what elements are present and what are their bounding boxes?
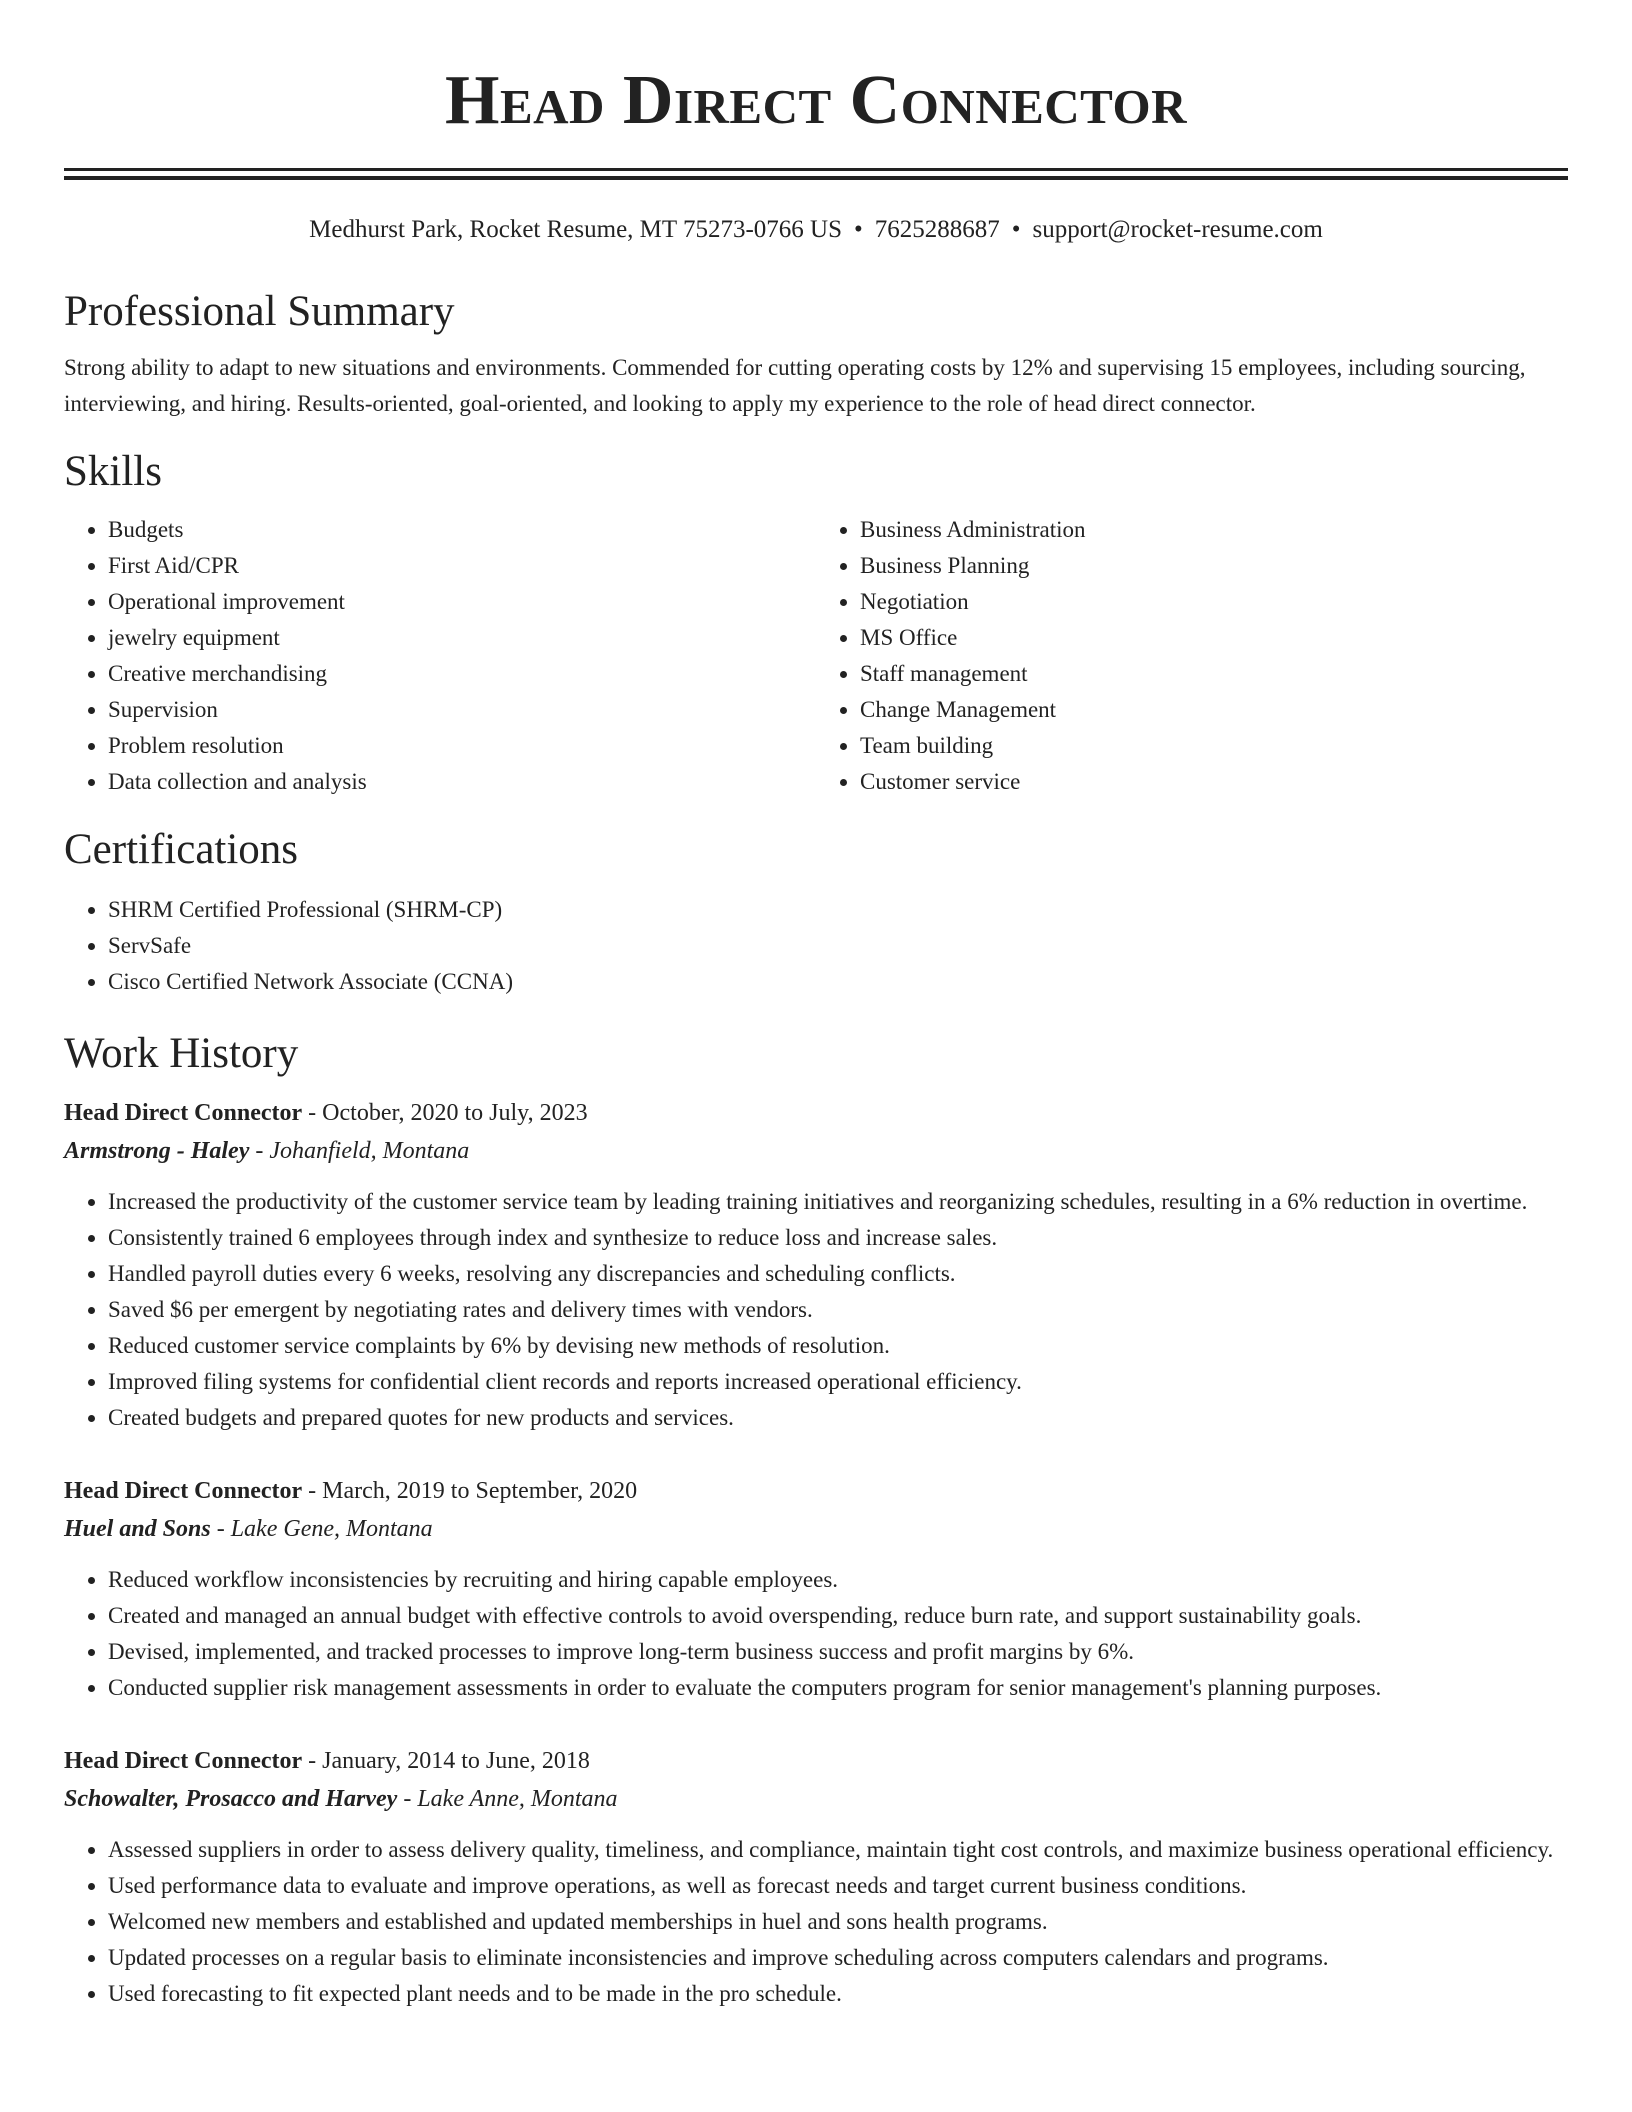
job-bullets	[64, 1184, 1568, 1436]
skill-item: • Team building	[860, 728, 1568, 764]
job-company-line	[64, 1510, 1568, 1548]
job-bullets	[64, 1832, 1568, 2012]
job-bullet: • Assessed suppliers in order to assess delivery quality, timeliness, and compliance, maintain tight cost controls, and maximize business operational efficiency.	[108, 1832, 1568, 1868]
work-history-heading: Work History	[64, 1030, 299, 1077]
contact-separator: •	[854, 216, 863, 243]
resume-name: Head Direct Connector	[445, 62, 1187, 139]
job-bullet: • Saved $6 per emergent by negotiating rates and delivery times with vendors.	[108, 1292, 1568, 1328]
skill-item: • Creative merchandising	[108, 656, 816, 692]
job-entry	[64, 1742, 1568, 2012]
job-bullet: • Improved filing systems for confidential client records and reports increased operational efficiency.	[108, 1364, 1568, 1400]
job-location: - Johanfield, Montana	[249, 1138, 470, 1164]
job-title-line	[64, 1472, 1568, 1510]
summary-text: Strong ability to adapt to new situations and environments. Commended for cutting operating costs by 12% and supervising 15 employees, including sourcing, interviewing, and hiring. Results-oriented, goal-oriented, and looking to apply my experience to the role of head direct connector.	[64, 355, 1526, 416]
skill-item: • Change Management	[860, 692, 1568, 728]
job-bullet: • Reduced workflow inconsistencies by recruiting and hiring capable employees.	[108, 1562, 1568, 1598]
summary-heading: Professional Summary	[64, 288, 455, 335]
job-dates: - October, 2020 to July, 2023	[302, 1100, 588, 1126]
job-dates: - March, 2019 to September, 2020	[302, 1478, 638, 1504]
job-location: - Lake Gene, Montana	[210, 1516, 433, 1542]
skills-list-left	[64, 512, 816, 800]
skills-heading: Skills	[64, 448, 162, 495]
skill-item: • Negotiation	[860, 584, 1568, 620]
job-dates: - January, 2014 to June, 2018	[302, 1748, 590, 1774]
job-title: Head Direct Connector	[64, 1478, 303, 1504]
job-company: Schowalter, Prosacco and Harvey	[64, 1786, 398, 1812]
job-title-line	[64, 1094, 1568, 1132]
job-entry	[64, 1472, 1568, 1706]
job-title: Head Direct Connector	[64, 1100, 303, 1126]
contact-email[interactable]: support@rocket-resume.com	[1032, 216, 1323, 243]
job-location: - Lake Anne, Montana	[397, 1786, 618, 1812]
contact-separator: •	[1011, 216, 1021, 243]
skills-columns	[64, 512, 1568, 800]
skill-item: • Data collection and analysis	[108, 764, 816, 800]
skill-item: • Budgets	[108, 512, 816, 548]
job-bullet: • Reduced customer service complaints by 6% by devising new methods of resolution.	[108, 1328, 1568, 1364]
job-company-line	[64, 1780, 1568, 1818]
resume-page	[64, 0, 1568, 2012]
contact-phone[interactable]: 7625288687	[874, 216, 1000, 243]
contact-address: Medhurst Park, Rocket Resume, MT 75273-0766 US	[309, 216, 842, 243]
job-bullet: • Handled payroll duties every 6 weeks, resolving any discrepancies and scheduling conflicts.	[108, 1256, 1568, 1292]
skill-item: • First Aid/CPR	[108, 548, 816, 584]
job-company: Armstrong - Haley	[64, 1138, 250, 1164]
job-bullet: • Created budgets and prepared quotes for new products and services.	[108, 1400, 1568, 1436]
job-bullet: • Used forecasting to fit expected plant needs and to be made in the pro schedule.	[108, 1976, 1568, 2012]
contact-line	[64, 214, 1568, 246]
job-title-line	[64, 1742, 1568, 1780]
job-company: Huel and Sons	[64, 1516, 211, 1542]
skill-item: • Operational improvement	[108, 584, 816, 620]
certification-item: • SHRM Certified Professional (SHRM-CP)	[108, 892, 1568, 928]
skill-item: • Problem resolution	[108, 728, 816, 764]
job-company-line	[64, 1132, 1568, 1170]
skill-item: • Business Planning	[860, 548, 1568, 584]
job-bullet: • Created and managed an annual budget with effective controls to avoid overspending, reduce burn rate, and support sustainability goals.	[108, 1598, 1568, 1634]
job-entry	[64, 1094, 1568, 1436]
job-bullet: • Conducted supplier risk management assessments in order to evaluate the computers program for senior management's planning purposes.	[108, 1670, 1568, 1706]
job-bullet: • Increased the productivity of the customer service team by leading training initiatives and reorganizing schedules, resulting in a 6% reduction in overtime.	[108, 1184, 1568, 1220]
skills-list-right	[816, 512, 1568, 800]
skill-item: • Business Administration	[860, 512, 1568, 548]
skill-item: • jewelry equipment	[108, 620, 816, 656]
skill-item: • Customer service	[860, 764, 1568, 800]
job-bullet: • Updated processes on a regular basis to eliminate inconsistencies and improve scheduling across computers calendars and programs.	[108, 1940, 1568, 1976]
certification-item: • Cisco Certified Network Associate (CCNA)	[108, 964, 1568, 1000]
job-bullet: • Used performance data to evaluate and improve operations, as well as forecast needs and target current business conditions.	[108, 1868, 1568, 1904]
skill-item: • Supervision	[108, 692, 816, 728]
job-bullet: • Welcomed new members and established and updated memberships in huel and sons health programs.	[108, 1904, 1568, 1940]
job-bullets	[64, 1562, 1568, 1706]
certifications-list	[64, 892, 1568, 1000]
job-title: Head Direct Connector	[64, 1748, 303, 1774]
skill-item: • Staff management	[860, 656, 1568, 692]
certification-item: • ServSafe	[108, 928, 1568, 964]
job-bullet: • Consistently trained 6 employees through index and synthesize to reduce loss and increase sales.	[108, 1220, 1568, 1256]
skill-item: • MS Office	[860, 620, 1568, 656]
certifications-heading: Certifications	[64, 826, 299, 873]
job-bullet: • Devised, implemented, and tracked processes to improve long-term business success and profit margins by 6%.	[108, 1634, 1568, 1670]
header-divider	[64, 168, 1568, 180]
